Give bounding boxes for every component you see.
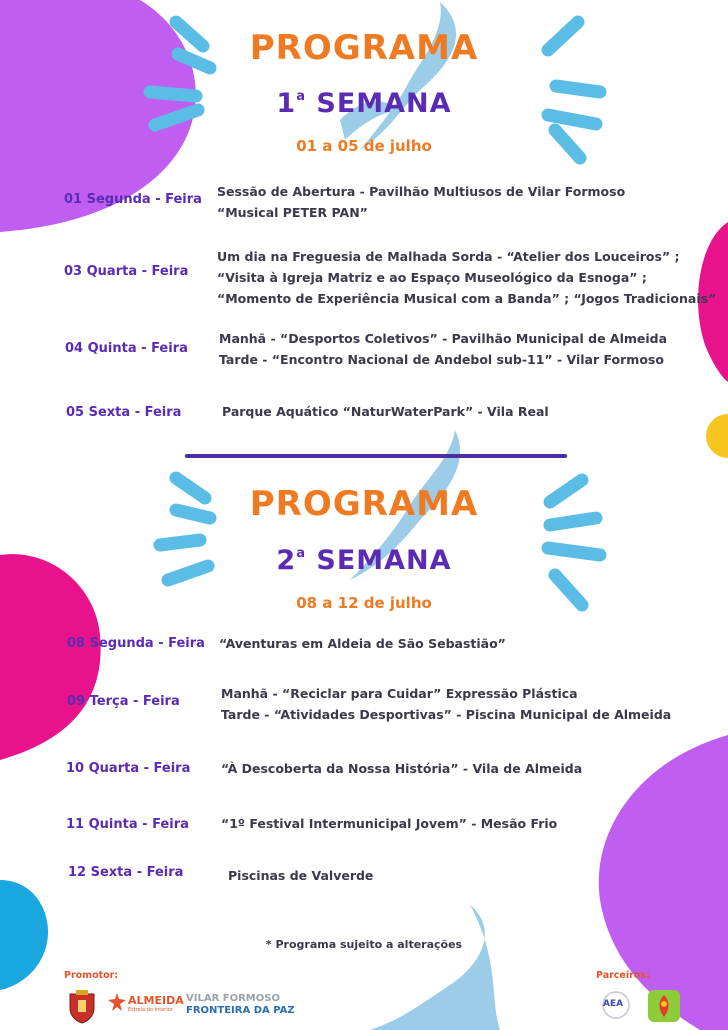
week1-activity-2 xyxy=(217,246,716,309)
week2-activity-3 xyxy=(221,758,582,779)
week2-dates: 08 a 12 de julho xyxy=(296,594,432,612)
week1-activity-4-line-1: Parque Aquático “NaturWaterPark” - Vila Real xyxy=(222,404,549,419)
almeida-star-icon xyxy=(108,993,126,1011)
week2-number: 2 xyxy=(276,545,297,576)
vilar-formoso-logo-line-1: VILAR FORMOSO xyxy=(186,993,280,1004)
week2-activity-2 xyxy=(221,683,671,725)
week2-day-1: 08 Segunda - Feira xyxy=(67,636,205,651)
week2-activity-2-line-2: Tarde - “Atividades Desportivas” - Piscina Municipal de Almeida xyxy=(221,707,672,722)
week2-ordinal: a xyxy=(296,546,306,561)
blue-blob-bottom-left xyxy=(0,880,48,990)
week1-activity-2-line-2: “Visita à Igreja Matriz e ao Espaço Museológico da Esnoga” ; xyxy=(217,270,647,285)
week2-activity-1 xyxy=(219,633,506,654)
week1-day-3: 04 Quinta - Feira xyxy=(65,341,188,356)
week2-activity-2-line-1: Manhã - “Reciclar para Cuidar” Expressão Plástica xyxy=(221,686,578,701)
week2-activity-1-line-1: “Aventuras em Aldeia de São Sebastião” xyxy=(219,636,506,651)
week1-activity-3-line-1: Manhã - “Desportos Coletivos” - Pavilhão Municipal de Almeida xyxy=(219,331,668,346)
week2-activity-5 xyxy=(228,865,373,886)
week2-title: PROGRAMA xyxy=(249,484,479,524)
section-divider xyxy=(185,454,567,458)
week2-semana: SEMANA xyxy=(316,545,452,576)
week1-activity-3 xyxy=(219,328,667,370)
aea-logo-text: AEA xyxy=(603,999,624,1009)
aea-logo xyxy=(598,990,634,1020)
week1-activity-3-line-2: Tarde - “Encontro Nacional de Andebol sub-11” - Vilar Formoso xyxy=(219,352,664,367)
week2-day-5: 12 Sexta - Feira xyxy=(68,865,184,880)
violet-blob-bottom-right xyxy=(599,735,728,1030)
week1-number: 1 xyxy=(276,88,297,119)
week2-day-3: 10 Quarta - Feira xyxy=(66,761,191,776)
week2-activity-4 xyxy=(221,813,557,834)
week2-day-2: 09 Terça - Feira xyxy=(67,694,180,709)
week1-title: PROGRAMA xyxy=(249,28,479,68)
week2-day-4: 11 Quinta - Feira xyxy=(66,817,189,832)
magenta-blob-left xyxy=(0,554,101,760)
week1-activity-1 xyxy=(217,181,625,223)
week1-activity-1-line-2: “Musical PETER PAN” xyxy=(217,205,368,220)
week1-week-heading xyxy=(0,88,728,119)
almeida-logo-tagline: Estrela do Interior xyxy=(128,1007,173,1013)
week1-day-2: 03 Quarta - Feira xyxy=(64,264,189,279)
almeida-logo-text: ALMEIDA xyxy=(128,994,184,1007)
week2-activity-4-line-1: “1º Festival Intermunicipal Jovem” - Mesão Frio xyxy=(221,816,558,831)
week1-dates: 01 a 05 de julho xyxy=(296,137,432,155)
week2-week-heading xyxy=(0,545,728,576)
week2-activity-5-line-1: Piscinas de Valverde xyxy=(228,868,374,883)
week1-activity-2-line-1: Um dia na Freguesia de Malhada Sorda - “Atelier dos Louceiros” ; xyxy=(217,249,680,264)
week1-day-1: 01 Segunda - Feira xyxy=(64,192,202,207)
partners-label: Parceiros: xyxy=(596,970,650,981)
week1-activity-4 xyxy=(222,401,549,422)
vilar-formoso-logo-line-2: FRONTEIRA DA PAZ xyxy=(186,1005,295,1016)
disclaimer-note: * Programa sujeito a alterações xyxy=(265,938,463,951)
vilar-formoso-logo xyxy=(186,993,295,1017)
week1-activity-1-line-1: Sessão de Abertura - Pavilhão Multiusos de Vilar Formoso xyxy=(217,184,626,199)
week1-day-4: 05 Sexta - Feira xyxy=(66,405,182,420)
municipality-crest-icon xyxy=(66,988,98,1024)
week1-semana: SEMANA xyxy=(316,88,452,119)
partner-emblem-icon xyxy=(648,990,680,1022)
promoter-label: Promotor: xyxy=(64,970,119,981)
week1-ordinal: a xyxy=(296,89,306,104)
yellow-dot xyxy=(706,414,728,458)
week2-activity-3-line-1: “À Descoberta da Nossa História” - Vila de Almeida xyxy=(221,761,583,776)
week1-activity-2-line-3: “Momento de Experiência Musical com a Banda” ; “Jogos Tradicionais” xyxy=(217,291,717,306)
